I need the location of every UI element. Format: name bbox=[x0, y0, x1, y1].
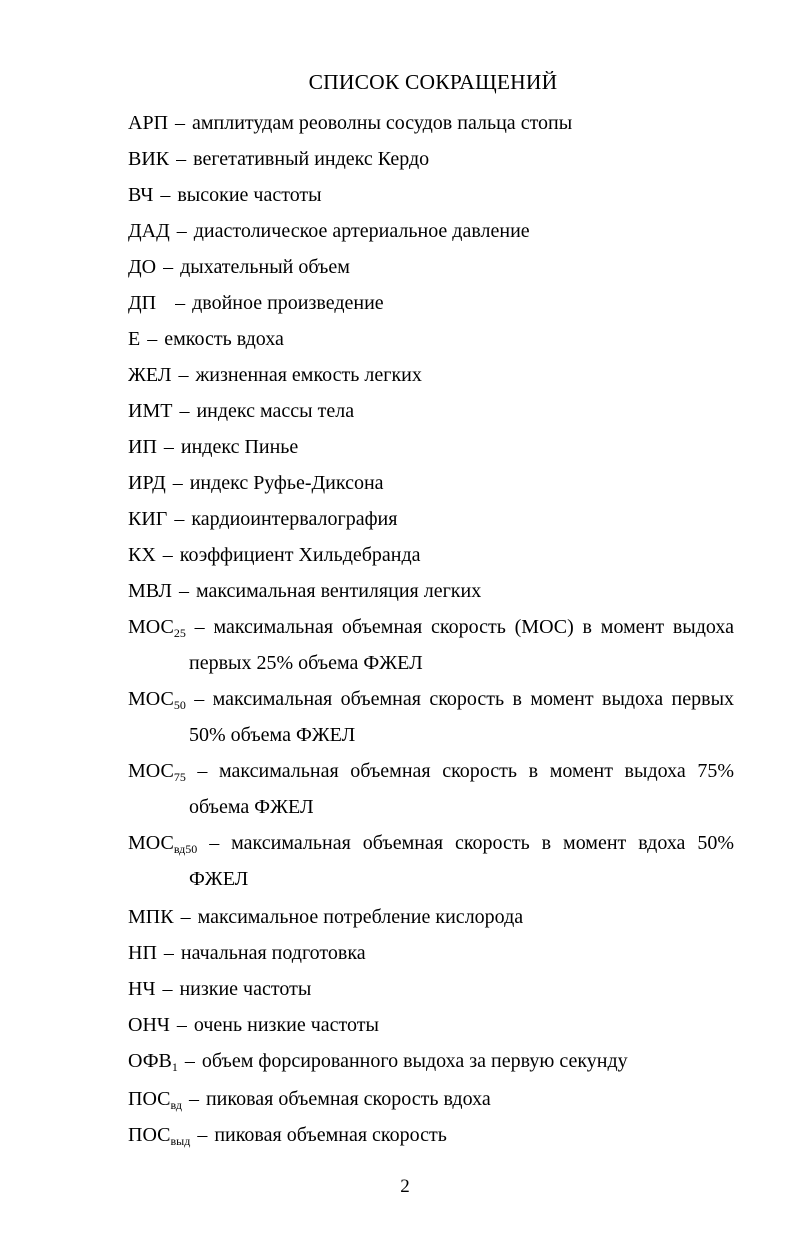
abbr-entry-vch bbox=[128, 184, 322, 207]
definition: пиковая объемная скорость bbox=[214, 1124, 447, 1146]
definition: двойное произведение bbox=[192, 292, 384, 314]
abbr-entry-mpk bbox=[128, 906, 523, 929]
page-number: 2 bbox=[400, 1176, 410, 1197]
abbr: НЧ bbox=[128, 978, 156, 1000]
abbr: $ПОС_{вд}$ bbox=[128, 1088, 182, 1112]
definition: дыхательный объем bbox=[180, 256, 350, 278]
abbr-entry-imt bbox=[128, 400, 354, 423]
definition: объем форсированного выдоха за первую секунду bbox=[201, 1050, 628, 1072]
dash: – bbox=[194, 688, 205, 710]
dash: – bbox=[184, 1050, 195, 1072]
abbr: ОНЧ bbox=[128, 1014, 170, 1036]
definition: индекс Пинье bbox=[180, 436, 299, 458]
dash: – bbox=[172, 472, 183, 494]
definition: максимальная объемная скорость в момент вдоха 50% bbox=[231, 832, 735, 854]
dash: – bbox=[188, 1088, 199, 1110]
abbr-entry-mosvd50-continuation: ФЖЕЛ bbox=[189, 868, 249, 890]
abbr: ЖЕЛ bbox=[128, 364, 172, 386]
abbr: ИП bbox=[128, 436, 157, 458]
definition: высокие частоты bbox=[177, 184, 322, 206]
abbr-entry-np bbox=[128, 942, 366, 965]
abbr-entry-mos50 bbox=[128, 688, 734, 711]
abbr-entry-do bbox=[128, 256, 350, 279]
dash: – bbox=[175, 112, 186, 134]
dash: – bbox=[197, 760, 208, 782]
abbr: МВЛ bbox=[128, 580, 172, 602]
abbr-entry-vik bbox=[128, 148, 429, 171]
abbr-entry-e bbox=[128, 328, 284, 351]
definition: жизненная емкость легких bbox=[195, 364, 422, 386]
abbr: КИГ bbox=[128, 508, 168, 530]
dash: – bbox=[163, 436, 174, 458]
dash: – bbox=[160, 184, 171, 206]
abbr: АРП bbox=[128, 112, 169, 134]
definition: очень низкие частоты bbox=[193, 1014, 379, 1036]
definition: максимальная объемная скорость в момент выдоха первых bbox=[212, 688, 735, 710]
definition: максимальная вентиляция легких bbox=[195, 580, 482, 602]
abbr-entry-kh bbox=[128, 544, 421, 567]
dash: – bbox=[179, 400, 190, 422]
definition: коэффициент Хильдебранда bbox=[179, 544, 421, 566]
abbr-entry-ip bbox=[128, 436, 298, 459]
abbr: ИРД bbox=[128, 472, 166, 494]
abbr-entry-kig bbox=[128, 508, 397, 531]
abbr: Е bbox=[128, 328, 141, 350]
abbr: $ОФВ_1$ bbox=[128, 1050, 178, 1074]
dash: – bbox=[163, 942, 174, 964]
definition: максимальная объемная скорость в момент выдоха 75% bbox=[219, 760, 734, 782]
abbr: $МОС_{вд50}$ bbox=[128, 832, 198, 856]
definition: максимальное потребление кислорода bbox=[197, 906, 524, 928]
abbr-entry-dp bbox=[128, 292, 384, 315]
abbr: ИМТ bbox=[128, 400, 173, 422]
dash: – bbox=[209, 832, 220, 854]
abbr: $МОС_{50}$ bbox=[128, 688, 186, 712]
page-title: СПИСОК СОКРАЩЕНИЙ bbox=[308, 70, 558, 94]
dash: – bbox=[178, 364, 189, 386]
abbr: ДО bbox=[128, 256, 157, 278]
definition: вегетативный индекс Кердо bbox=[193, 148, 430, 170]
definition: амплитудам реоволны сосудов пальца стопы bbox=[192, 112, 573, 134]
dash: – bbox=[197, 1124, 208, 1146]
subscript: 1 bbox=[171, 1060, 178, 1074]
abbr-entry-ofv1 bbox=[128, 1050, 628, 1073]
abbr: ДАД bbox=[128, 220, 170, 242]
subscript: вд50 bbox=[173, 842, 198, 856]
dash: – bbox=[174, 508, 185, 530]
abbr-entry-posvd bbox=[128, 1088, 491, 1111]
dash: – bbox=[147, 328, 158, 350]
subscript: 25 bbox=[173, 626, 186, 640]
abbr-entry-ird bbox=[128, 472, 384, 495]
abbr: ДП bbox=[128, 292, 157, 314]
definition: емкость вдоха bbox=[164, 328, 284, 350]
dash: – bbox=[162, 544, 173, 566]
subscript: 75 bbox=[173, 770, 186, 784]
definition: пиковая объемная скорость вдоха bbox=[205, 1088, 491, 1110]
definition: индекс массы тела bbox=[196, 400, 355, 422]
abbr: $МОС_{25}$ bbox=[128, 616, 186, 640]
definition: кардиоинтервалография bbox=[191, 508, 398, 530]
abbr: ВЧ bbox=[128, 184, 154, 206]
abbr-entry-posvyd bbox=[128, 1124, 447, 1147]
definition: индекс Руфье-Диксона bbox=[189, 472, 384, 494]
abbr: ВИК bbox=[128, 148, 170, 170]
dash: – bbox=[180, 906, 191, 928]
dash: – bbox=[162, 978, 173, 1000]
definition: начальная подготовка bbox=[180, 942, 366, 964]
abbr-entry-zhel bbox=[128, 364, 422, 387]
abbr-entry-dad bbox=[128, 220, 530, 243]
definition: диастолическое артериальное давление bbox=[193, 220, 530, 242]
abbr: КХ bbox=[128, 544, 156, 566]
dash: – bbox=[176, 220, 187, 242]
abbr-entry-arp bbox=[128, 112, 572, 135]
definition: низкие частоты bbox=[179, 978, 312, 1000]
definition: максимальная объемная скорость (МОС) в момент выдоха bbox=[213, 616, 735, 638]
abbr-entry-nch bbox=[128, 978, 311, 1001]
abbr-entry-mos75 bbox=[128, 760, 734, 783]
abbr-entry-onch bbox=[128, 1014, 379, 1037]
dash: – bbox=[194, 616, 205, 638]
dash: – bbox=[176, 1014, 187, 1036]
subscript: 50 bbox=[173, 698, 186, 712]
abbr-entry-mos25 bbox=[128, 616, 734, 639]
dash: – bbox=[175, 292, 186, 314]
abbr-entry-mvl bbox=[128, 580, 481, 603]
abbr-entry-mos25-continuation: первых 25% объема ФЖЕЛ bbox=[189, 652, 423, 674]
abbr: $ПОС_{выд}$ bbox=[128, 1124, 191, 1148]
abbr-entry-mosvd50 bbox=[128, 832, 734, 855]
dash: – bbox=[178, 580, 189, 602]
abbr: $МОС_{75}$ bbox=[128, 760, 186, 784]
subscript: выд bbox=[170, 1134, 191, 1148]
dash: – bbox=[163, 256, 174, 278]
abbr: НП bbox=[128, 942, 157, 964]
abbr-entry-mos75-continuation: объема ФЖЕЛ bbox=[189, 796, 314, 818]
dash: – bbox=[176, 148, 187, 170]
abbr-entry-mos50-continuation: 50% объема ФЖЕЛ bbox=[189, 724, 356, 746]
abbr: МПК bbox=[128, 906, 174, 928]
subscript: вд bbox=[170, 1098, 182, 1112]
